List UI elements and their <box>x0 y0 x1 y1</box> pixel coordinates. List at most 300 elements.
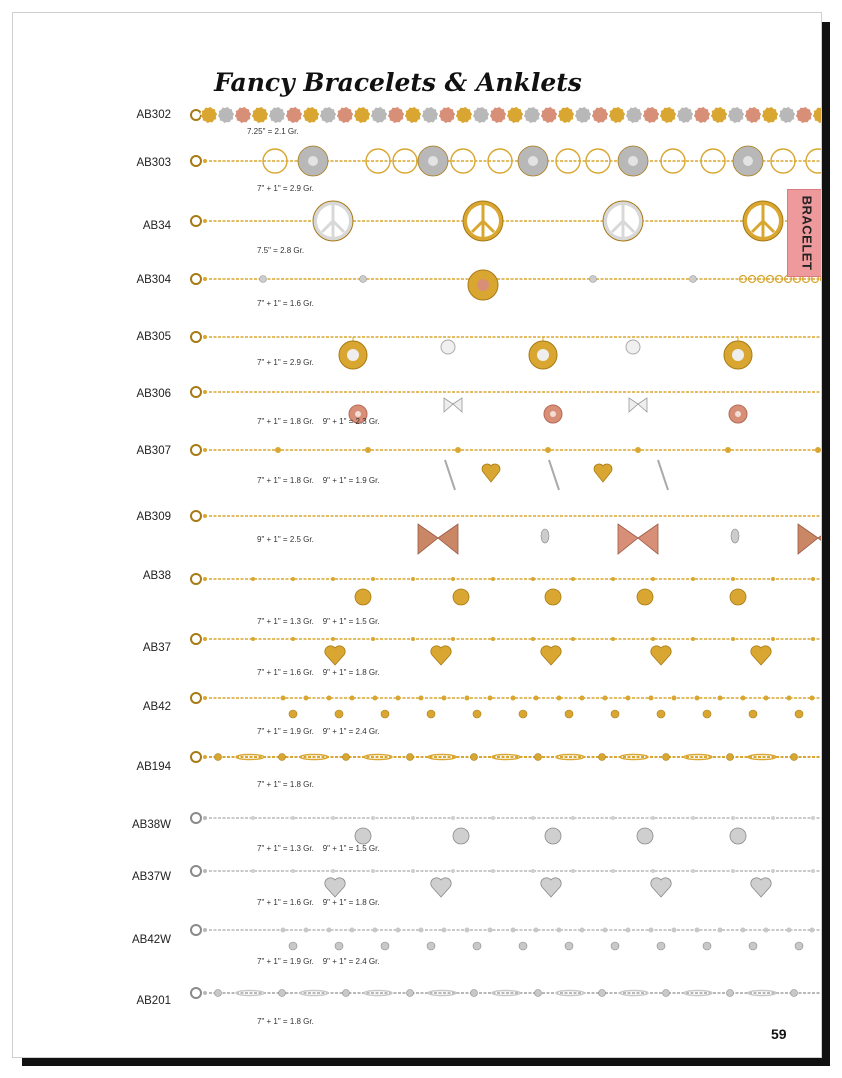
bead <box>411 637 415 641</box>
bead <box>331 816 335 820</box>
clasp-icon <box>191 156 201 166</box>
bead <box>557 696 562 701</box>
bead <box>327 928 332 933</box>
flower-link <box>813 107 822 123</box>
bead <box>611 577 615 581</box>
bead <box>215 754 222 761</box>
bead <box>531 869 535 873</box>
bead <box>215 990 222 997</box>
disc-flower <box>732 349 744 361</box>
page-shadow-bottom <box>22 1058 830 1066</box>
section-tab[interactable] <box>787 189 822 277</box>
bead-drop <box>703 942 711 950</box>
bead <box>488 696 493 701</box>
flower-center <box>628 156 638 166</box>
disc-charm <box>545 828 561 844</box>
bead <box>791 754 798 761</box>
bead <box>465 696 470 701</box>
product-weight: 7" + 1" = 2.9 Gr. <box>257 184 314 193</box>
bead <box>611 637 615 641</box>
flower-link <box>660 107 676 123</box>
bead <box>465 928 470 933</box>
product-code: AB201 <box>136 995 171 1007</box>
flower-link <box>711 107 727 123</box>
bead <box>771 816 775 820</box>
bead-drop <box>473 942 481 950</box>
product-code: AB37 <box>142 642 171 654</box>
clasp-icon <box>191 387 201 397</box>
flower-link <box>541 107 557 123</box>
bead <box>649 928 654 933</box>
product-weight: 7" + 1" = 1.9 Gr. 9" + 1" = 2.4 Gr. <box>257 727 380 736</box>
bead <box>626 928 631 933</box>
flower-link <box>575 107 591 123</box>
flower-link <box>694 107 710 123</box>
product-code: AB42 <box>142 701 171 713</box>
bead <box>451 577 455 581</box>
bead <box>511 928 516 933</box>
bead <box>411 816 415 820</box>
bead-drop <box>795 710 803 718</box>
bead <box>534 696 539 701</box>
bead <box>371 637 375 641</box>
bead-drop <box>611 710 619 718</box>
clasp-ring <box>203 277 207 281</box>
flower-link <box>796 107 812 123</box>
bead-drop <box>381 710 389 718</box>
clasp-ring <box>203 390 207 394</box>
product-weight: 7.5" = 2.8 Gr. <box>257 246 305 255</box>
bead <box>491 637 495 641</box>
flower-link <box>320 107 336 123</box>
bead <box>260 276 267 283</box>
bead <box>371 816 375 820</box>
disc-charm <box>453 589 469 605</box>
bead-drop <box>611 942 619 950</box>
bead <box>571 637 575 641</box>
bracelet-ab34 <box>191 201 822 241</box>
bead-drop <box>519 942 527 950</box>
heart-charm <box>431 878 451 897</box>
product-weight: 7" + 1" = 1.6 Gr. 9" + 1" = 1.8 Gr. <box>257 898 380 907</box>
bead <box>651 577 655 581</box>
bead <box>360 276 367 283</box>
bead <box>663 754 670 761</box>
bead <box>727 990 734 997</box>
heart-charm <box>651 878 671 897</box>
disc-charm <box>453 828 469 844</box>
bead <box>691 816 695 820</box>
bead <box>451 869 455 873</box>
flower-link <box>728 107 744 123</box>
clasp-icon <box>191 216 201 226</box>
teardrop-charm <box>541 529 549 543</box>
bead-drop <box>565 710 573 718</box>
clasp-icon <box>191 752 201 762</box>
heart-charm <box>431 646 451 665</box>
clasp-icon <box>191 274 201 284</box>
flower-center <box>528 156 538 166</box>
bead <box>407 990 414 997</box>
bead <box>731 869 735 873</box>
bead <box>531 577 535 581</box>
product-weight: 7" + 1" = 1.9 Gr. 9" + 1" = 2.4 Gr. <box>257 957 380 966</box>
bead <box>649 696 654 701</box>
bead <box>651 869 655 873</box>
bead <box>741 928 746 933</box>
product-weight: 7" + 1" = 1.3 Gr. 9" + 1" = 1.5 Gr. <box>257 844 380 853</box>
bracelet-ab38 <box>191 574 822 605</box>
bead-drop <box>427 710 435 718</box>
bead-drop <box>565 942 573 950</box>
bead <box>396 928 401 933</box>
bead <box>731 637 735 641</box>
clasp-icon <box>191 634 201 644</box>
product-code: AB34 <box>142 220 171 232</box>
bead <box>599 990 606 997</box>
bead <box>771 577 775 581</box>
bead <box>373 696 378 701</box>
clasp-ring <box>203 755 207 759</box>
clasp-icon <box>191 813 201 823</box>
bead <box>811 637 815 641</box>
bead <box>691 637 695 641</box>
butterfly-charm <box>618 524 658 554</box>
butterfly-charm <box>798 524 822 554</box>
product-code: AB303 <box>136 157 171 169</box>
flower-link <box>473 107 489 123</box>
bead <box>279 754 286 761</box>
product-code: AB304 <box>136 274 171 286</box>
bead <box>725 447 731 453</box>
bead <box>291 577 295 581</box>
bead <box>663 990 670 997</box>
bracelet-ab304 <box>191 270 822 300</box>
bead <box>304 696 309 701</box>
flower-link <box>609 107 625 123</box>
bead <box>672 696 677 701</box>
bracelet-ab37w <box>191 866 822 897</box>
disc-charm <box>355 589 371 605</box>
bead <box>531 816 535 820</box>
product-code: AB302 <box>136 109 171 121</box>
bead <box>603 928 608 933</box>
bead-drop <box>657 942 665 950</box>
bracelet-ab38w <box>191 813 822 844</box>
bead <box>471 754 478 761</box>
bracelet-ab303 <box>191 146 822 176</box>
bracelet-ab302 <box>191 107 822 123</box>
bead <box>275 447 281 453</box>
clasp-icon <box>191 925 201 935</box>
clasp-ring <box>203 335 207 339</box>
flower-link <box>558 107 574 123</box>
bead-drop <box>335 942 343 950</box>
bead <box>371 869 375 873</box>
bead <box>419 928 424 933</box>
heart-charm <box>482 464 500 482</box>
page-title: Fancy Bracelets & Anklets <box>214 68 582 97</box>
heart-charm <box>325 646 345 665</box>
bead <box>771 637 775 641</box>
bead <box>534 928 539 933</box>
bead <box>580 696 585 701</box>
bead <box>251 869 255 873</box>
bead <box>407 754 414 761</box>
flower-charm <box>441 340 455 354</box>
bead <box>396 696 401 701</box>
flower-link <box>303 107 319 123</box>
bead <box>343 990 350 997</box>
bead-drop <box>427 942 435 950</box>
heart-charm <box>651 646 671 665</box>
page-number: 59 <box>771 1026 787 1042</box>
flower-link <box>592 107 608 123</box>
disc-charm <box>730 589 746 605</box>
bead <box>511 696 516 701</box>
bead <box>331 637 335 641</box>
bead <box>727 754 734 761</box>
heart-charm <box>594 464 612 482</box>
bead-drop <box>703 710 711 718</box>
bead-drop <box>381 942 389 950</box>
disc-charm <box>637 828 653 844</box>
flower-link <box>439 107 455 123</box>
product-weight: 7" + 1" = 2.9 Gr. <box>257 358 314 367</box>
bead <box>611 816 615 820</box>
section-tab-label: BRACELET <box>799 195 815 271</box>
bead <box>371 577 375 581</box>
product-code: AB37W <box>132 871 171 883</box>
product-code: AB309 <box>136 511 171 523</box>
clasp-icon <box>191 332 201 342</box>
bead <box>651 816 655 820</box>
clasp-icon <box>191 110 201 120</box>
bead <box>764 928 769 933</box>
product-code: AB194 <box>136 761 171 773</box>
bead <box>590 276 597 283</box>
bead <box>599 754 606 761</box>
bead <box>491 577 495 581</box>
product-code: AB306 <box>136 388 171 400</box>
bead <box>603 696 608 701</box>
bead <box>557 928 562 933</box>
key-charm <box>445 460 455 490</box>
page-shadow-right <box>822 22 830 1066</box>
bead <box>471 990 478 997</box>
flower-link <box>507 107 523 123</box>
bead <box>787 696 792 701</box>
bracelet-ab194 <box>191 752 822 762</box>
flower-link <box>371 107 387 123</box>
product-weight: 7.25" = 2.1 Gr. <box>247 127 299 136</box>
flower-link <box>218 107 234 123</box>
bead <box>571 577 575 581</box>
bead <box>488 928 493 933</box>
bracelet-ab309 <box>191 511 822 554</box>
bead <box>411 869 415 873</box>
bead <box>327 696 332 701</box>
flower-link <box>252 107 268 123</box>
bead <box>791 990 798 997</box>
product-weight: 7" + 1" = 1.8 Gr. <box>257 780 314 789</box>
bead-drop <box>289 942 297 950</box>
bead <box>787 928 792 933</box>
product-code: AB38 <box>142 570 171 582</box>
flower-link <box>643 107 659 123</box>
bead <box>535 754 542 761</box>
butterfly-charm <box>629 398 647 412</box>
catalog-page <box>12 12 822 1058</box>
product-weight: 7" + 1" = 1.3 Gr. 9" + 1" = 1.5 Gr. <box>257 617 380 626</box>
bead <box>251 637 255 641</box>
bead-drop <box>657 710 665 718</box>
bead <box>626 696 631 701</box>
bead <box>731 816 735 820</box>
flower-link <box>286 107 302 123</box>
bead <box>304 928 309 933</box>
disc-charm <box>355 828 371 844</box>
bead <box>491 869 495 873</box>
bead <box>251 816 255 820</box>
clasp-icon <box>191 445 201 455</box>
clasp-ring <box>203 696 207 700</box>
butterfly-charm <box>418 524 458 554</box>
bead <box>810 696 815 701</box>
bead <box>580 928 585 933</box>
bead <box>691 869 695 873</box>
product-weight: 7" + 1" = 1.8 Gr. 9" + 1" = 2.3 Gr. <box>257 417 380 426</box>
flower-link <box>201 107 217 123</box>
flower-charm <box>626 340 640 354</box>
bead <box>419 696 424 701</box>
flower-center <box>428 156 438 166</box>
product-code: AB42W <box>132 934 171 946</box>
disc-flower <box>477 279 489 291</box>
bead <box>451 816 455 820</box>
flower-link <box>269 107 285 123</box>
bead <box>281 696 286 701</box>
bead-drop <box>749 710 757 718</box>
bead <box>691 577 695 581</box>
disc-charm <box>545 589 561 605</box>
flower-link <box>779 107 795 123</box>
clasp-icon <box>191 511 201 521</box>
clasp-ring <box>203 991 207 995</box>
flower-link <box>405 107 421 123</box>
disc-charm <box>637 589 653 605</box>
heart-charm <box>751 646 771 665</box>
bead <box>571 869 575 873</box>
bracelet-ab37 <box>191 634 822 665</box>
key-charm <box>549 460 559 490</box>
bead <box>545 447 551 453</box>
clasp-ring <box>203 159 207 163</box>
product-weight: 7" + 1" = 1.6 Gr. <box>257 299 314 308</box>
disc-flower <box>537 349 549 361</box>
bead <box>343 754 350 761</box>
clasp-ring <box>203 928 207 932</box>
clasp-ring <box>203 514 207 518</box>
bead <box>531 637 535 641</box>
flower-link <box>677 107 693 123</box>
flower-link <box>422 107 438 123</box>
bead <box>651 637 655 641</box>
bead-drop <box>749 942 757 950</box>
bead <box>718 696 723 701</box>
bead <box>611 869 615 873</box>
bead <box>279 990 286 997</box>
flower-link <box>235 107 251 123</box>
flower-center <box>743 156 753 166</box>
flower-link <box>762 107 778 123</box>
flower-link <box>456 107 472 123</box>
clasp-icon <box>191 574 201 584</box>
bead <box>718 928 723 933</box>
clasp-ring <box>203 219 207 223</box>
bead-drop <box>335 710 343 718</box>
bead <box>331 869 335 873</box>
bead <box>281 928 286 933</box>
bead <box>331 577 335 581</box>
key-charm <box>658 460 668 490</box>
product-weight: 7" + 1" = 1.8 Gr. <box>257 1017 314 1026</box>
clasp-ring <box>203 448 207 452</box>
product-code: AB38W <box>132 819 171 831</box>
bead <box>442 696 447 701</box>
bead <box>251 577 255 581</box>
heart-charm <box>751 878 771 897</box>
bead <box>451 637 455 641</box>
butterfly-charm <box>444 398 462 412</box>
flower-center <box>308 156 318 166</box>
product-code: AB305 <box>136 331 171 343</box>
product-weight: 7" + 1" = 1.6 Gr. 9" + 1" = 1.8 Gr. <box>257 668 380 677</box>
bead <box>771 869 775 873</box>
bracelet-ab42 <box>191 693 822 718</box>
bead <box>535 990 542 997</box>
bead <box>373 928 378 933</box>
bracelet-illustrations <box>13 13 822 1058</box>
bead <box>811 577 815 581</box>
bead <box>350 696 355 701</box>
flower-link <box>524 107 540 123</box>
bead <box>291 869 295 873</box>
clasp-ring <box>203 577 207 581</box>
bead-drop <box>289 710 297 718</box>
flower-link <box>626 107 642 123</box>
flower-link <box>354 107 370 123</box>
bead <box>695 928 700 933</box>
bead <box>455 447 461 453</box>
bead <box>690 276 697 283</box>
bead-drop <box>795 942 803 950</box>
flower-link <box>490 107 506 123</box>
bead <box>815 447 821 453</box>
clasp-icon <box>191 988 201 998</box>
bead <box>731 577 735 581</box>
bead <box>350 928 355 933</box>
product-weight: 9" + 1" = 2.5 Gr. <box>257 535 314 544</box>
bead-drop <box>519 710 527 718</box>
flower-link <box>745 107 761 123</box>
bead-drop <box>473 710 481 718</box>
flower-link <box>388 107 404 123</box>
clasp-icon <box>191 693 201 703</box>
bead <box>672 928 677 933</box>
clasp-ring <box>203 869 207 873</box>
bead <box>810 928 815 933</box>
